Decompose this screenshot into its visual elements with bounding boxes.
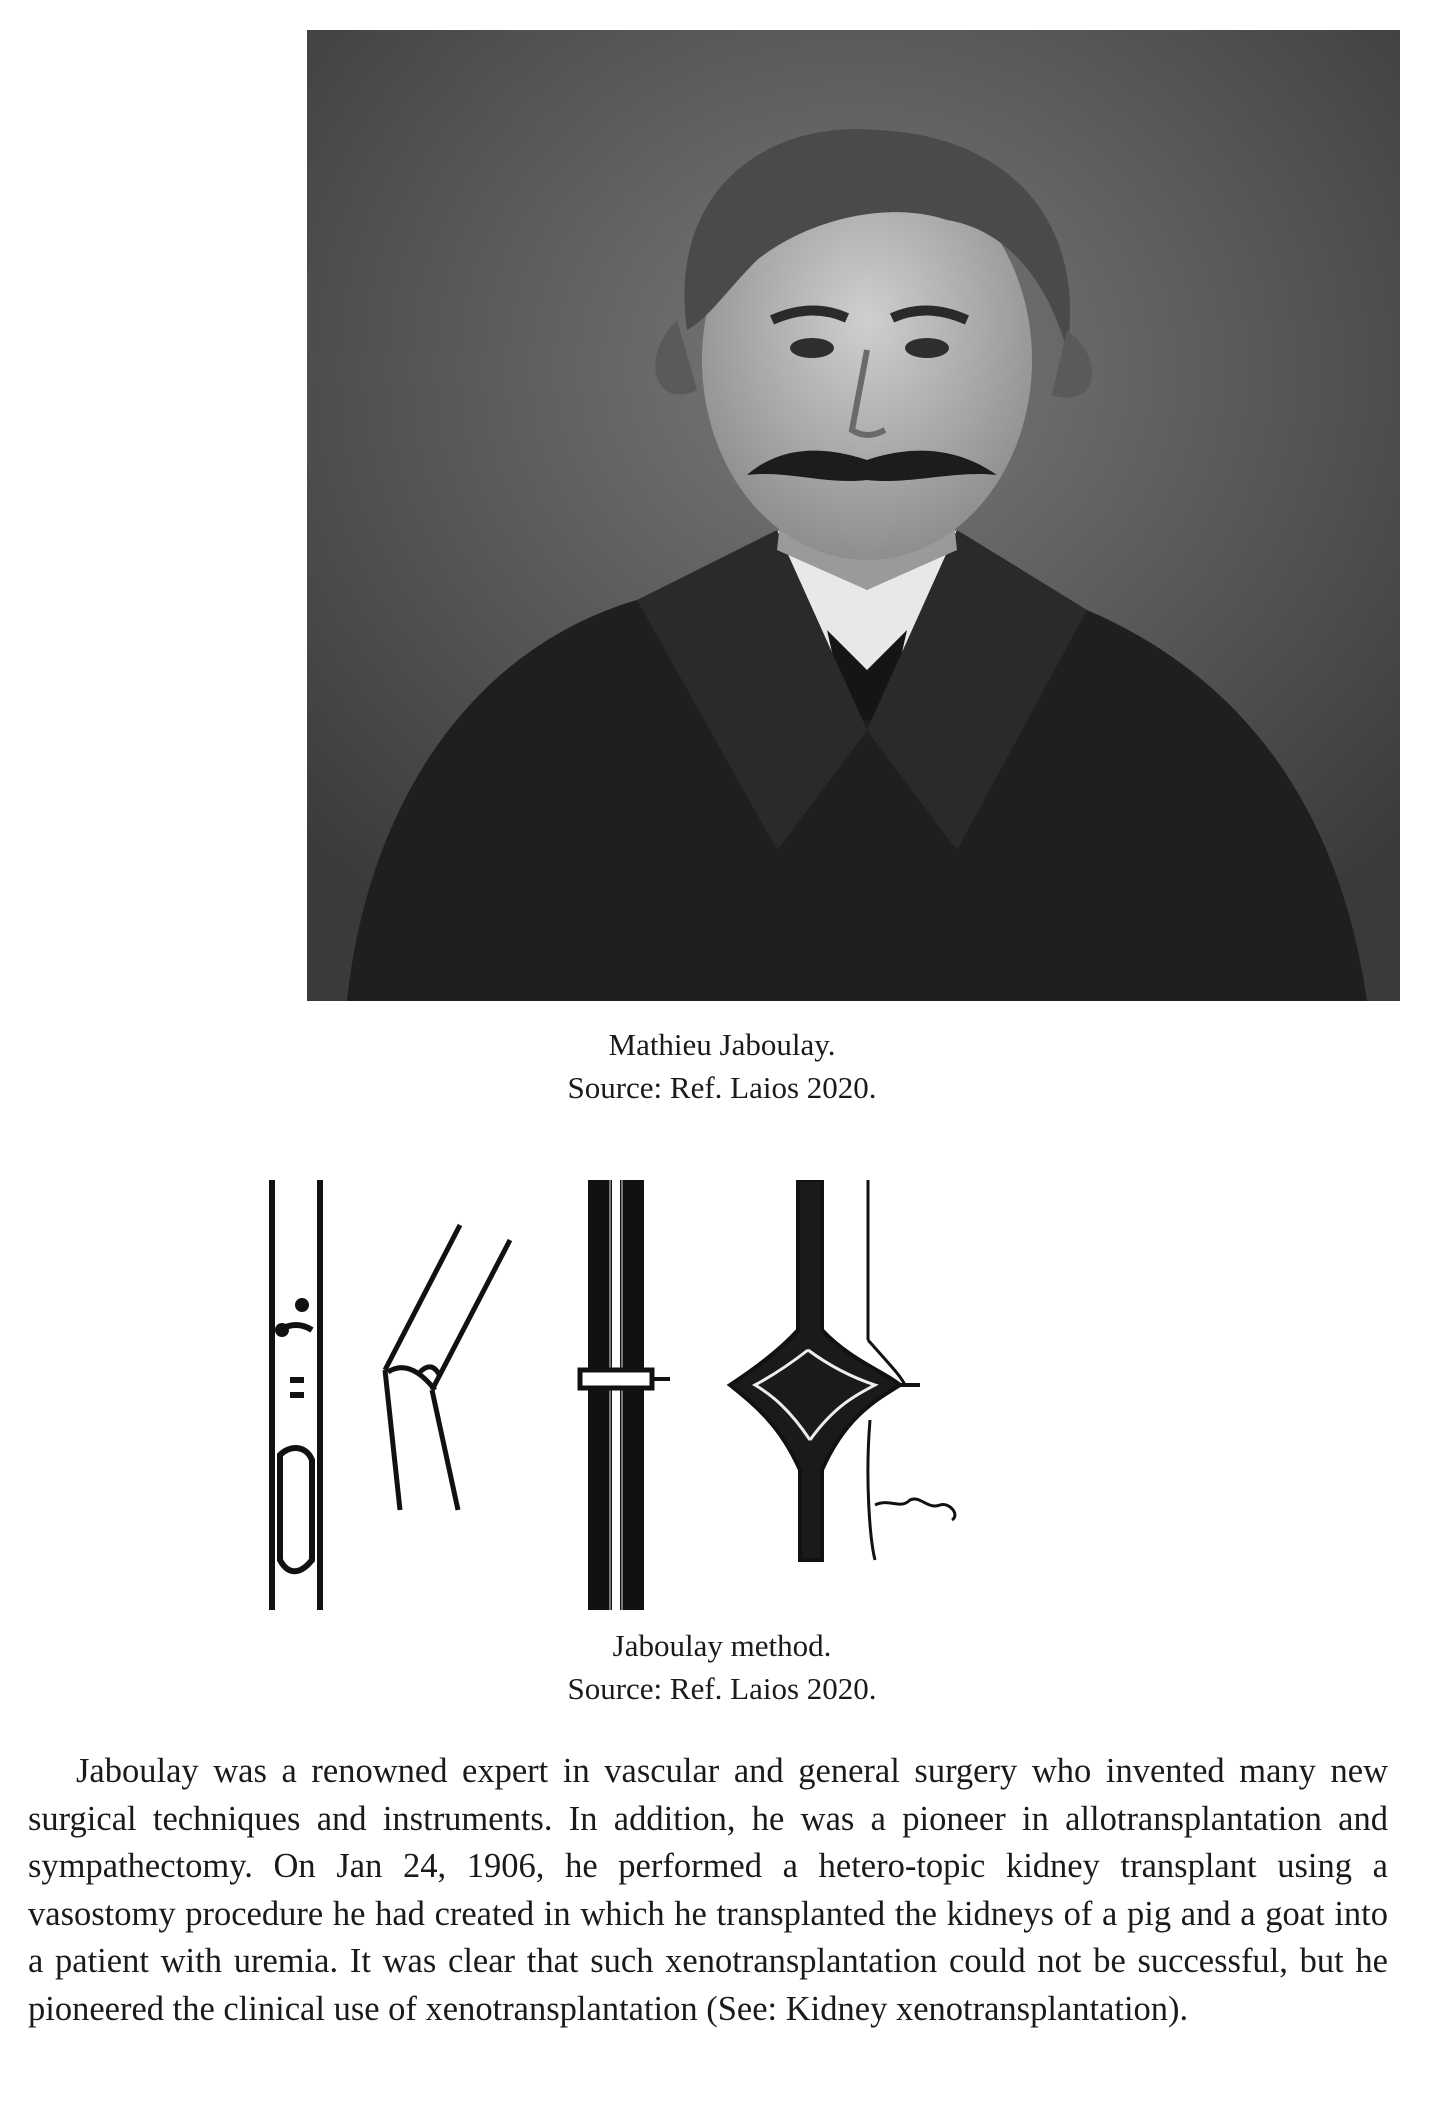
portrait-illustration [307, 30, 1400, 1001]
vessel-stage-1 [272, 1180, 320, 1610]
figure-2-caption-title: Jaboulay method. [612, 1628, 832, 1663]
vessel-stage-4 [730, 1180, 955, 1560]
portrait-photo [307, 30, 1400, 1001]
figure-2-caption-source: Source: Ref. Laios 2020. [567, 1671, 877, 1706]
figure-1-caption [0, 1023, 1444, 1109]
vessel-stage-3 [580, 1180, 670, 1610]
figure-1-caption-title: Mathieu Jaboulay. [608, 1027, 836, 1062]
body-paragraph: Jaboulay was a renowned expert in vascular and general surgery who invented many new surgical techniques and instruments. In addition, he was a pioneer in allotransplantation and sympathectomy. On Jan 24, 1906, he performed a hetero-topic kidney transplant using a vasostomy procedure he had created in which he transplanted the kidneys of a pig and a goat into a patient with uremia. It was clear that such xenotransplantation could not be successful, but he pioneered the clinical use of xenotransplantation (See: Kidney xenotransplantation). [28, 1752, 1388, 2028]
jaboulay-method-drawing [260, 1180, 1160, 1610]
vessel-drawings [260, 1180, 1160, 1610]
vessel-stage-2 [385, 1225, 510, 1510]
figure-2-caption [0, 1624, 1444, 1710]
figure-1-caption-source: Source: Ref. Laios 2020. [567, 1070, 877, 1105]
